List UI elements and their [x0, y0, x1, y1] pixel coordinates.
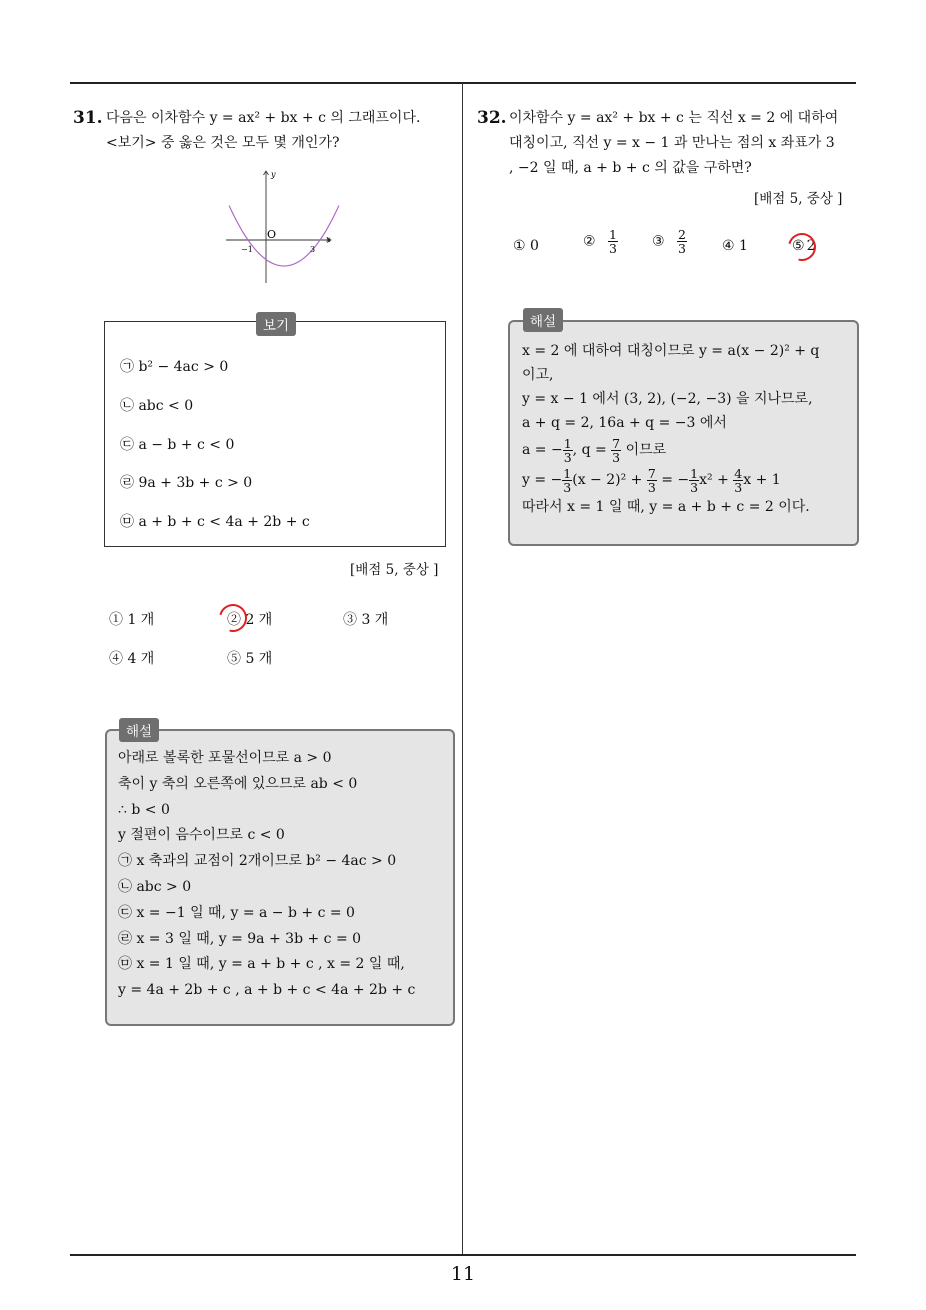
solution-line: ㉤ x = 1 일 때, y = a + b + c , x = 2 일 때, — [118, 956, 405, 973]
solution-line: ∴ b < 0 — [118, 801, 170, 818]
choice-3-marker: ③ — [652, 233, 665, 250]
fraction: $\frac{1}{3}$ — [563, 465, 572, 495]
bogi-item-4: ㉣ 9a + 3b + c > 0 — [120, 475, 253, 491]
score-label: [배점 5, 중상 ] — [350, 562, 439, 578]
parabola-curve — [229, 206, 339, 267]
solution-text — [118, 746, 415, 1004]
choice-4[interactable]: ④ 4 개 — [109, 651, 155, 667]
x-axis — [226, 238, 331, 243]
solution-line: a + q = 2, 16a + q = −3 에서 — [522, 415, 727, 431]
solution-text — [522, 339, 819, 519]
bottom-rule — [70, 1254, 856, 1256]
choice-5-marker: ⑤ — [792, 238, 805, 254]
root-left-label: −1 — [241, 245, 253, 254]
choice-3[interactable] — [652, 228, 687, 255]
choice-5[interactable]: ⑤ 5 개 — [227, 651, 273, 667]
choice-2[interactable]: ② 2 개 — [227, 612, 273, 628]
question-text — [509, 106, 838, 181]
fraction: $\frac{1}{3}$ — [609, 227, 617, 256]
fraction: $\frac{2}{3}$ — [678, 227, 686, 256]
origin-label: O — [267, 228, 277, 241]
choice-2[interactable] — [583, 228, 618, 255]
solution-line: ㉣ x = 3 일 때, y = 9a + 3b + c = 0 — [118, 930, 362, 947]
y-axis — [264, 171, 269, 283]
fraction: $\frac{7}{3}$ — [612, 435, 621, 465]
fraction: $\frac{4}{3}$ — [734, 465, 743, 495]
choice-2-marker: ② — [583, 233, 596, 250]
question-number: 32. — [477, 108, 507, 128]
question-line-2: <보기> 중 옳은 것은 모두 몇 개인가? — [106, 135, 340, 151]
solution-label: 해설 — [119, 718, 159, 742]
solution-line: ㉡ abc > 0 — [118, 878, 192, 895]
question-number: 31. — [73, 108, 103, 128]
solution-label: 해설 — [523, 308, 563, 332]
choice-3[interactable]: ③ 3 개 — [343, 612, 389, 628]
solution-line: 축이 y 축의 오른쪽에 있으므로 ab < 0 — [118, 775, 358, 792]
bogi-label: 보기 — [256, 312, 296, 336]
x-axis-label: x — [326, 235, 331, 244]
solution-line: y = x − 1 에서 (3, 2), (−2, −3) 을 지나므로, — [522, 391, 813, 407]
fraction: $\frac{7}{3}$ — [647, 465, 656, 495]
page-number: 11 — [450, 1263, 476, 1285]
fraction: $\frac{1}{3}$ — [690, 465, 699, 495]
solution-line: x = 2 에 대하여 대칭이므로 y = a(x − 2)² + q — [522, 343, 820, 359]
y-axis-label: y — [271, 170, 276, 179]
bogi-item-1: ㉠ b² − 4ac > 0 — [120, 359, 229, 375]
column-divider — [462, 83, 463, 1256]
bogi-item-3: ㉢ a − b + c < 0 — [120, 437, 235, 453]
solution-line: a = − $\frac{1}{3}$ , q = $\frac{7}{3}$ 이므로 — [522, 435, 667, 465]
solution-line: y = 4a + 2b + c , a + b + c < 4a + 2b + c — [118, 982, 416, 999]
solution-line: 따라서 x = 1 일 때, y = a + b + c = 2 이다. — [522, 499, 810, 515]
solution-line: 아래로 볼록한 포물선이므로 a > 0 — [118, 750, 332, 766]
solution-line: ㉠ x 축과의 교점이 2개이므로 b² − 4ac > 0 — [118, 853, 397, 870]
solution-line: ㉢ x = −1 일 때, y = a − b + c = 0 — [118, 904, 355, 921]
bogi-item-5: ㉤ a + b + c < 4a + 2b + c — [120, 514, 310, 530]
selected-answer-circle — [214, 599, 252, 637]
question-line-3: , −2 일 때, a + b + c 의 값을 구하면? — [509, 160, 752, 176]
choice-5-value: 2 — [806, 238, 816, 254]
choice-1[interactable]: ① 1 개 — [109, 612, 155, 628]
solution-line: y 절편이 음수이므로 c < 0 — [118, 827, 285, 844]
root-right-label: 3 — [310, 245, 316, 254]
choice-1[interactable]: ① 0 — [513, 238, 539, 254]
selected-answer-circle — [783, 228, 821, 266]
question-text — [106, 106, 420, 156]
parabola-graph — [222, 168, 340, 286]
solution-line: y = − $\frac{1}{3}$ (x − 2)² + $\frac{7}{3}$ = − $\frac{1}{3}$ x² + $\frac{4}{3}$ x + 1 — [522, 465, 781, 495]
bogi-item-2: ㉡ abc < 0 — [120, 398, 194, 414]
question-line-2: 대칭이고, 직선 y = x − 1 과 만나는 점의 x 좌표가 3 — [509, 135, 835, 151]
question-line-1: 이차함수 y = ax² + bx + c 는 직선 x = 2 에 대하여 — [509, 110, 839, 126]
top-rule — [70, 82, 856, 84]
fraction: $\frac{1}{3}$ — [563, 435, 572, 465]
solution-line: 이고, — [522, 367, 554, 383]
score-label: [배점 5, 중상 ] — [754, 191, 843, 207]
choice-4[interactable]: ④ 1 — [722, 238, 748, 254]
question-line-1: 다음은 이차함수 y = ax² + bx + c 의 그래프이다. — [106, 110, 421, 126]
